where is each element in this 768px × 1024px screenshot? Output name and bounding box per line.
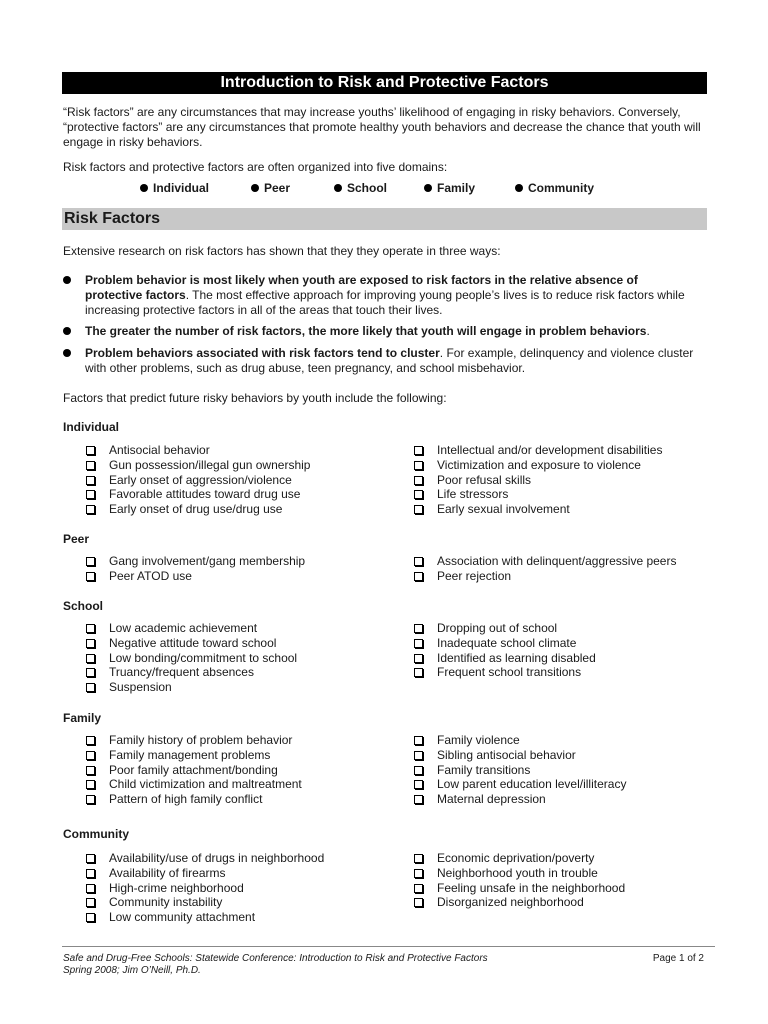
bullet-icon: [140, 184, 148, 192]
checkbox-icon: [86, 884, 95, 893]
list-item-label: Child victimization and maltreatment: [109, 777, 302, 792]
bullet-icon: [251, 184, 259, 192]
list-item-label: Low parent education level/illiteracy: [437, 777, 627, 792]
list-item: [414, 851, 625, 866]
checkbox-icon: [414, 624, 423, 633]
list-item-label: Gun possession/illegal gun ownership: [109, 457, 311, 472]
category-heading-family: Family: [63, 711, 102, 725]
footer-citation: Safe and Drug-Free Schools: Statewide Conference: Introduction to Risk and Protective Factors Spring 2008; Jim O’Neill, Ph.D.: [63, 953, 488, 976]
list-item: [414, 487, 662, 502]
list-item: [414, 636, 596, 651]
list-item-label: Early onset of drug use/drug use: [109, 502, 283, 517]
list-item: [86, 910, 324, 925]
list-item: [86, 851, 324, 866]
list-item-label: Low community attachment: [109, 910, 256, 925]
factor-list-peer-right: [414, 554, 676, 584]
category-heading-peer: Peer: [63, 532, 90, 546]
list-item: [414, 777, 626, 792]
checkbox-icon: [414, 884, 423, 893]
domain-item: Peer: [251, 181, 290, 195]
list-item-label: Antisocial behavior: [109, 443, 210, 457]
checkbox-icon: [86, 780, 95, 789]
list-item: [414, 621, 596, 636]
intro-paragraph: “Risk factors” are any circumstances that may increase youths’ likelihood of engaging in risky behaviors. Conversely, “protective factors” are any circumstances that promote healthy youth behaviors and decrease the chance that youth will engage in risky behaviors.: [63, 105, 701, 149]
checkbox-icon: [414, 854, 423, 863]
list-item-label: Negative attitude toward school: [109, 635, 277, 650]
list-item-label: Inadequate school climate: [437, 635, 577, 650]
checkbox-icon: [86, 736, 95, 745]
list-item: [414, 665, 596, 680]
factor-list-individual-right: [414, 443, 662, 517]
checkbox-icon: [86, 557, 95, 566]
list-item-label: Community instability: [109, 895, 223, 910]
checkbox-icon: [86, 624, 95, 633]
checkbox-icon: [414, 780, 423, 789]
list-item-label: Low academic achievement: [109, 621, 258, 635]
list-item: [86, 792, 302, 807]
domain-item: Community: [515, 181, 594, 195]
list-item: [414, 748, 626, 763]
factor-list-family-right: [414, 733, 626, 807]
list-item: [414, 895, 625, 910]
list-item-label: Truancy/frequent absences: [109, 665, 254, 680]
list-item: [86, 733, 302, 748]
list-item-label: Association with delinquent/aggressive peers: [437, 554, 677, 568]
list-item-label: Family transitions: [437, 762, 531, 777]
list-item: [414, 792, 626, 807]
list-item: [86, 895, 324, 910]
list-item: [414, 554, 676, 569]
checkbox-icon: [414, 639, 423, 648]
list-item-label: Low bonding/commitment to school: [109, 650, 298, 665]
list-item: [86, 554, 305, 569]
checkbox-icon: [86, 461, 95, 470]
list-item: [414, 502, 662, 517]
list-item-label: Sibling antisocial behavior: [437, 747, 576, 762]
list-item-label: Family history of problem behavior: [109, 733, 293, 747]
checkbox-icon: [414, 766, 423, 775]
factor-list-family-left: [86, 733, 302, 807]
bullet-icon: [63, 276, 71, 284]
factor-list-peer-left: [86, 554, 305, 584]
list-item: [86, 866, 324, 881]
domain-item: Individual: [140, 181, 209, 195]
checkbox-icon: [86, 505, 95, 514]
list-item-label: Economic deprivation/poverty: [437, 851, 595, 865]
category-heading-individual: Individual: [63, 420, 120, 434]
list-item: [414, 443, 662, 458]
checkbox-icon: [86, 654, 95, 663]
list-item: [86, 881, 324, 896]
page-number: Page 1 of 2: [652, 953, 704, 964]
checkbox-icon: [414, 869, 423, 878]
bullet-icon: [63, 349, 71, 357]
document-page: Introduction to Risk and Protective Factors “Risk factors” are any circumstances that may increase youths’ likelihood of engaging in risky behaviors. Conversely, “protective factors” are any circumstances that promote healthy youth behaviors and decrease the chance that youth will engage in risky behaviors. Risk factors and protective factors are often organized into five domains: Individual Peer School Family Community Risk Factors Extensive research on risk factors has shown that they they operate in three ways: Problem behavior is most likely when youth are exposed to risk factors in the relative absence of protective factors. The most effective approach for improving young people’s lives is to reduce risk factors while increasing protective factors in all of the areas that touch their lives. The greater the number of risk factors, the more likely that youth will engage in problem behaviors. Problem behaviors associated with risk factors tend to cluster. For example, delinquency and violence cluster with other problems, such as drug abuse, teen pregnancy, and school misbehavior. Factors that predict future risky behaviors by youth include the following: Individual Antisocial behavior Gun possession/illegal gun ownership Early onset of aggression/violence Favorable attitudes toward drug use Early onset of drug use/drug use Intellectual and/or development disabilities Victimization and exposure to violence Poor refusal skills Life stressors Early sexual involvement Peer Gang involvement/gang membership Peer ATOD use Association with delinquent/aggressive peers Peer rejection School Low academic achievement Negative attitude toward school Low bonding/commitment to school Truancy/frequent absences Suspension Dropping out of school Inadequate school climate Identified as learning disabled Frequent school transitions Family Family history of problem behavior Family management problems Poor family attachment/bonding Child victimization and maltreatment Pattern of high family conflict Family violence Sibling antisocial behavior Family transitions Low parent education level/illiteracy Maternal depression Community Availability/use of drugs in neighborhood Availability of firearms High-crime neighborhood Community instability Low community attachment Economic deprivation/poverty Neighborhood youth in trouble Feeling unsafe in the neighborhood Disorganized neighborhood Safe and Drug-Free Schools: Statewide Conference: Introduction to Risk and Protective Factors Spring 2008; Jim O’Neill, Ph.D. Page 1 of 2: [0, 0, 768, 1024]
checkbox-icon: [86, 668, 95, 677]
checkbox-icon: [414, 461, 423, 470]
checkbox-icon: [86, 683, 95, 692]
category-heading-community: Community: [63, 827, 129, 841]
list-item-label: Early sexual involvement: [437, 502, 570, 517]
list-item: [86, 748, 302, 763]
factor-list-community-right: [414, 851, 625, 910]
risk-intro: Extensive research on risk factors has shown that they they operate in three ways:: [63, 244, 501, 258]
list-item: [86, 665, 297, 680]
list-item: [414, 733, 626, 748]
checkbox-icon: [414, 446, 423, 455]
checkbox-icon: [86, 913, 95, 922]
list-item: [86, 487, 310, 502]
list-item: [414, 881, 625, 896]
bullet-icon: [424, 184, 432, 192]
list-item-label: Early onset of aggression/violence: [109, 472, 292, 487]
list-item: [86, 621, 297, 636]
list-item-label: Maternal depression: [437, 792, 546, 807]
list-item-label: Intellectual and/or development disabilities: [437, 443, 663, 457]
list-item-label: Availability/use of drugs in neighborhood: [109, 851, 325, 865]
factor-list-school-left: [86, 621, 297, 695]
checkbox-icon: [414, 572, 423, 581]
list-item-label: Feeling unsafe in the neighborhood: [437, 880, 626, 895]
bullet-icon: [515, 184, 523, 192]
list-item-label: Availability of firearms: [109, 865, 226, 880]
checkbox-icon: [86, 476, 95, 485]
list-item-label: High-crime neighborhood: [109, 880, 244, 895]
list-item: [86, 458, 310, 473]
list-item: [86, 502, 310, 517]
bullet-icon: [334, 184, 342, 192]
checkbox-icon: [86, 795, 95, 804]
page-title: Introduction to Risk and Protective Factors: [62, 72, 707, 94]
domain-item: School: [334, 181, 387, 195]
checkbox-icon: [86, 766, 95, 775]
list-item: [86, 569, 305, 584]
list-item: [86, 443, 310, 458]
list-item-label: Identified as learning disabled: [437, 650, 596, 665]
checkbox-icon: [414, 476, 423, 485]
list-item-label: Peer rejection: [437, 568, 512, 583]
predict-intro: Factors that predict future risky behaviors by youth include the following:: [63, 391, 447, 405]
domains-intro: Risk factors and protective factors are often organized into five domains:: [63, 160, 448, 174]
checkbox-icon: [414, 736, 423, 745]
list-item: [414, 763, 626, 778]
list-item: [414, 866, 625, 881]
list-item-label: Dropping out of school: [437, 621, 558, 635]
checkbox-icon: [86, 446, 95, 455]
checkbox-icon: [414, 795, 423, 804]
list-item: [86, 680, 297, 695]
list-item: [86, 777, 302, 792]
checkbox-icon: [414, 668, 423, 677]
list-item-label: Favorable attitudes toward drug use: [109, 487, 301, 502]
list-item-label: Victimization and exposure to violence: [437, 457, 641, 472]
list-item-label: Family management problems: [109, 747, 271, 762]
list-item: [86, 651, 297, 666]
checkbox-icon: [86, 869, 95, 878]
checkbox-icon: [414, 654, 423, 663]
list-item-label: Poor family attachment/bonding: [109, 762, 278, 777]
factor-list-individual-left: [86, 443, 310, 517]
list-item: [86, 636, 297, 651]
checkbox-icon: [414, 505, 423, 514]
domain-item: Family: [424, 181, 475, 195]
list-item-label: Neighborhood youth in trouble: [437, 865, 598, 880]
checkbox-icon: [86, 898, 95, 907]
checkbox-icon: [414, 751, 423, 760]
checkbox-icon: [414, 557, 423, 566]
list-item: [414, 651, 596, 666]
checkbox-icon: [414, 898, 423, 907]
list-item-label: Poor refusal skills: [437, 472, 532, 487]
list-item: [414, 569, 676, 584]
category-heading-school: School: [63, 599, 104, 613]
list-item-label: Disorganized neighborhood: [437, 895, 584, 910]
list-item: [86, 763, 302, 778]
list-item: [414, 458, 662, 473]
list-item-label: Frequent school transitions: [437, 665, 582, 680]
list-item-label: Suspension: [109, 680, 172, 695]
checkbox-icon: [86, 854, 95, 863]
checkbox-icon: [86, 490, 95, 499]
list-item-label: Life stressors: [437, 487, 509, 502]
factor-list-school-right: [414, 621, 596, 680]
checkbox-icon: [86, 639, 95, 648]
list-item: [86, 473, 310, 488]
checkbox-icon: [86, 572, 95, 581]
list-item: [414, 473, 662, 488]
checkbox-icon: [414, 490, 423, 499]
section-heading-risk-factors: Risk Factors: [62, 208, 707, 230]
checkbox-icon: [86, 751, 95, 760]
list-item-label: Peer ATOD use: [109, 568, 192, 583]
list-item-label: Gang involvement/gang membership: [109, 554, 306, 568]
footer-divider: [62, 946, 715, 947]
factor-list-community-left: [86, 851, 324, 925]
bullet-icon: [63, 327, 71, 335]
list-item-label: Pattern of high family conflict: [109, 792, 263, 807]
list-item-label: Family violence: [437, 733, 520, 747]
